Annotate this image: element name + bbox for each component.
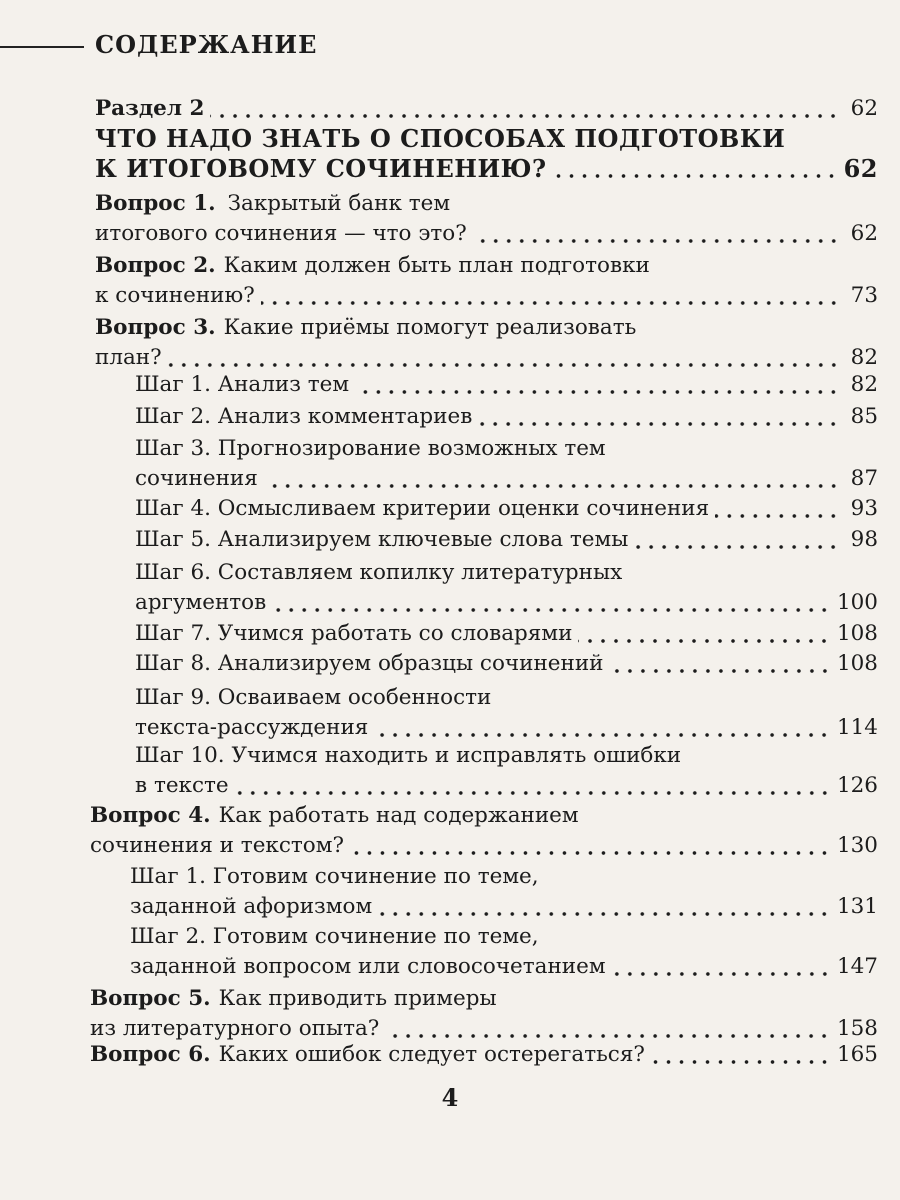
step-title-cont: аргументов [135,590,267,615]
page-title: СОДЕРЖАНИЕ [95,30,318,59]
step-title: Шаг 1. Готовим сочинение по теме, [130,864,539,889]
step-title: Шаг 10. Учимся находить и исправлять ошибки [135,743,682,768]
question-label: Вопрос 1. [95,191,216,216]
toc-question-1 [95,189,878,249]
toc-step [135,370,878,400]
dot-leader [578,639,831,643]
page-ref: 158 [836,1016,878,1041]
step-title: Шаг 6. Составляем копилку литературных [135,560,623,585]
dot-leader [378,912,831,916]
step-title: Шаг 8. Анализируем образцы сочинений [135,651,604,676]
toc-question-5 [90,984,878,1044]
page-ref: 93 [850,496,878,521]
question-title: Как работать над содержанием [218,803,579,828]
toc-step [135,741,878,801]
toc-step [135,683,878,743]
step-title: Шаг 3. Прогнозирование возможных тем [135,436,606,461]
page-ref: 108 [836,621,878,646]
page-ref: 87 [850,466,878,491]
page-ref: 62 [850,221,878,246]
page-number: 4 [441,1083,459,1112]
section-label: Раздел 2 [95,96,205,121]
question-title: Каким должен быть план подготовки [223,253,650,278]
question-label: Вопрос 2. [95,253,216,278]
page-ref: 130 [836,833,878,858]
dot-leader [385,1034,831,1038]
page-ref: 98 [850,527,878,552]
question-title: Как приводить примеры [218,986,497,1011]
question-title-cont: из литературного опыта? [90,1016,380,1041]
page-ref: 62 [843,154,878,183]
toc-question-3 [95,313,878,373]
question-title-cont: к сочинению? [95,283,255,308]
page-ref: 62 [850,96,878,121]
dot-leader [350,851,831,855]
question-title-cont: итогового сочинения — что это? [95,221,467,246]
toc-step [130,922,878,982]
dot-leader [473,239,840,243]
dot-leader [272,608,831,612]
dot-leader [612,972,831,976]
page-ref: 147 [836,954,878,979]
dot-leader [168,363,840,367]
toc-step [135,402,878,432]
page-ref: 165 [836,1042,878,1067]
page-ref: 131 [836,894,878,919]
toc-step [130,862,878,922]
dot-leader [610,669,831,673]
step-title-cont: заданной вопросом или словосочетанием [130,954,606,979]
step-title: Шаг 5. Анализируем ключевые слова темы [135,527,629,552]
page-ref: 85 [850,404,878,429]
dot-leader [651,1060,831,1064]
toc-step [135,649,878,679]
step-title: Шаг 2. Готовим сочинение по теме, [130,924,539,949]
section-title-line2: К ИТОГОВОМУ СОЧИНЕНИЮ? [95,154,547,183]
dot-leader [235,791,831,795]
step-title: Шаг 7. Учимся работать со словарями [135,621,573,646]
page-ref: 82 [850,345,878,370]
question-title-cont: сочинения и текстом? [90,833,344,858]
step-title: Шаг 4. Осмысливаем критерии оценки сочинения [135,496,710,521]
dot-leader [553,174,838,178]
dot-leader [261,301,840,305]
page-ref: 82 [850,372,878,397]
dot-leader [715,514,840,518]
page-ref: 126 [836,773,878,798]
step-title: Шаг 9. Осваиваем особенности [135,685,492,710]
question-label: Вопрос 3. [95,315,216,340]
dot-leader [210,114,840,118]
step-title: Шаг 1. Анализ тем [135,372,350,397]
question-title: Закрытый банк тем [227,191,451,216]
dot-leader [374,733,831,737]
toc-step [135,619,878,649]
toc-question-6 [90,1040,878,1070]
dot-leader [478,422,840,426]
toc-step [135,494,878,524]
page-ref: 100 [836,590,878,615]
page-ref: 73 [850,283,878,308]
step-title-cont: заданной афоризмом [130,894,373,919]
question-label: Вопрос 5. [90,986,211,1011]
page-ref: 114 [836,715,878,740]
dot-leader [355,390,840,394]
toc-step [135,434,878,494]
question-label: Вопрос 4. [90,803,211,828]
step-title: Шаг 2. Анализ комментариев [135,404,473,429]
dot-leader [264,484,840,488]
step-title-cont: сочинения [135,466,258,491]
question-title: Какие приёмы помогут реализовать [223,315,637,340]
question-title: Каких ошибок следует остерегаться? [218,1042,645,1067]
section-title-line1: ЧТО НАДО ЗНАТЬ О СПОСОБАХ ПОДГОТОВКИ [95,124,786,153]
question-label: Вопрос 6. [90,1042,211,1067]
step-title-cont: текста-рассуждения [135,715,369,740]
toc-step [135,558,878,618]
toc-question-2 [95,251,878,311]
toc-section-title [95,124,878,184]
toc-step [135,525,878,555]
toc-question-4 [90,801,878,861]
question-title-cont: план? [95,345,162,370]
dot-leader [634,545,840,549]
page-ref: 108 [836,651,878,676]
toc-section [95,94,878,124]
step-title-cont: в тексте [135,773,229,798]
